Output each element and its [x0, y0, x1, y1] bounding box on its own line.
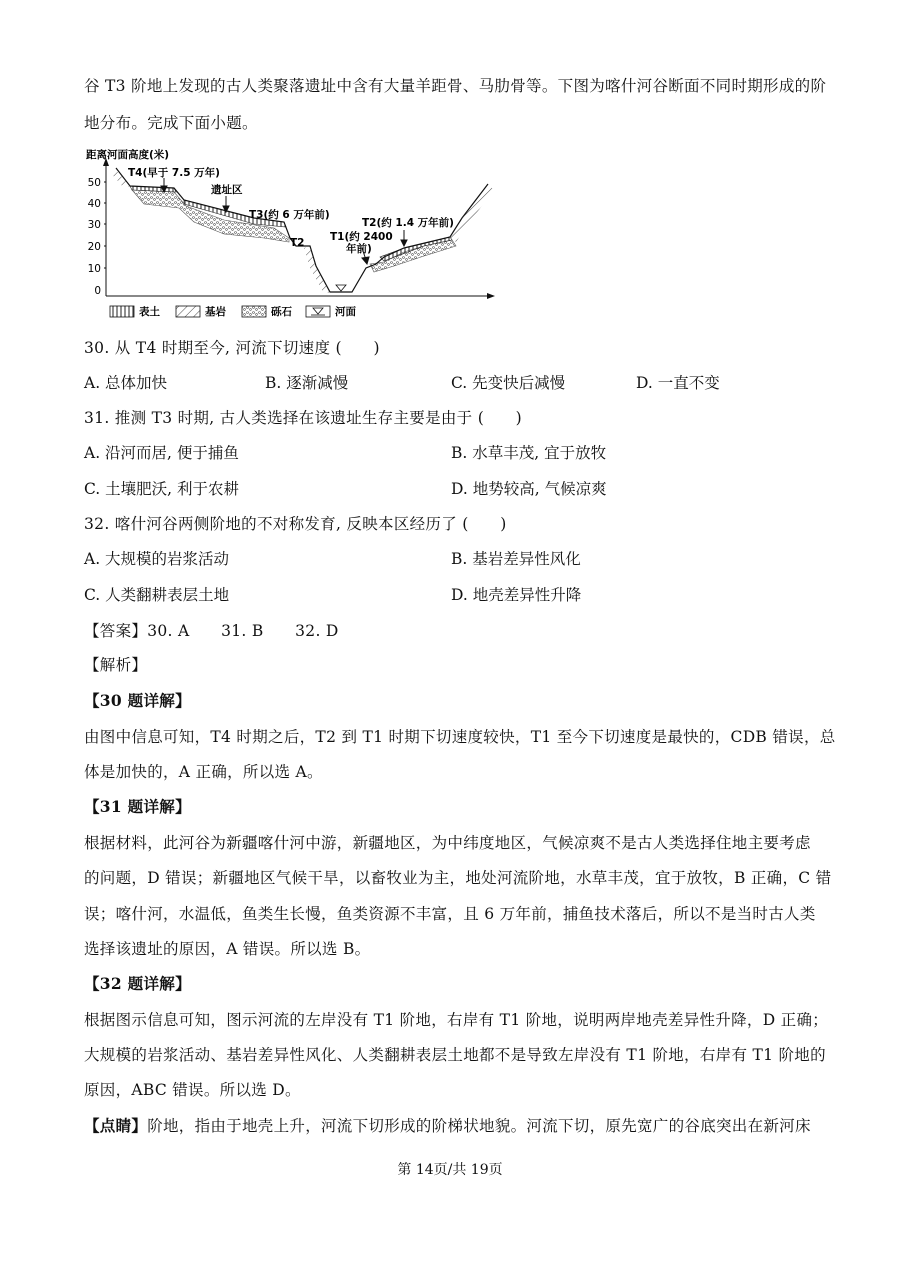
ground-profile [116, 168, 488, 292]
label-t1-line2: 年前) [346, 243, 372, 255]
label-t2-left: T2 [290, 237, 305, 249]
detail-31-heading: 【31 题详解】 [84, 797, 191, 816]
question-30-stem: 30. 从 T4 时期至今, 河流下切速度 ( ) [84, 339, 380, 357]
label-t2-right: T2(约 1.4 万年前) [362, 217, 454, 229]
question-31-stem: 31. 推测 T3 时期, 古人类选择在该遗址生存主要是由于 ( ) [84, 409, 523, 427]
q32-option-b: B. 基岩差异性风化 [451, 550, 581, 568]
tip-text: 阶地，指由于地壳上升，河流下切形成的阶梯状地貌。河流下切，原先宽广的谷底突出在新河床 [147, 1117, 811, 1135]
y-ticks [88, 177, 106, 297]
legend-topsoil: 表土 [139, 306, 160, 318]
y-tick-30: 30 [87, 219, 101, 231]
y-tick-0: 0 [94, 285, 101, 297]
detail-32-line-1: 根据图示信息可知，图示河流的左岸没有 T1 阶地，右岸有 T1 阶地，说明两岸地壳差异性升降，D 正确； [84, 1011, 829, 1029]
question-32-stem: 32. 喀什河谷两侧阶地的不对称发育, 反映本区经历了 ( ) [84, 515, 507, 533]
q32-option-c: C. 人类翻耕表层土地 [84, 586, 230, 604]
q30-option-b: B. 逐渐减慢 [265, 374, 349, 392]
analysis-label: 【解析】 [84, 656, 148, 674]
answer-line: 【答案】30. A 31. B 32. D [84, 622, 339, 640]
label-t4: T4(早于 7.5 万年) [128, 167, 220, 179]
y-tick-40: 40 [87, 198, 101, 210]
legend-gravel: 砾石 [271, 306, 292, 318]
q30-option-d: D. 一直不变 [636, 374, 720, 392]
detail-31-line-2: 的问题，D 错误；新疆地区气候干旱，以畜牧业为主，地处河流阶地，水草丰茂，宜于放牧，B 正确，C 错 [84, 869, 832, 887]
y-tick-50: 50 [87, 177, 101, 189]
q31-option-c: C. 土壤肥沃, 利于农耕 [84, 480, 240, 498]
q32-option-d: D. 地壳差异性升降 [451, 586, 582, 604]
y-tick-20: 20 [87, 241, 101, 253]
q31-option-d: D. 地势较高, 气候凉爽 [451, 480, 607, 498]
tip-paragraph [84, 1116, 822, 1136]
detail-32-heading: 【32 题详解】 [84, 974, 191, 993]
legend-bedrock: 基岩 [205, 306, 226, 318]
legend [110, 305, 356, 318]
detail-32-line-3: 原因，ABC 错误。所以选 D。 [84, 1081, 301, 1099]
y-tick-10: 10 [87, 263, 101, 275]
q31-option-a: A. 沿河而居, 便于捕鱼 [84, 444, 239, 462]
label-t3: T3(约 6 万年前) [249, 209, 330, 221]
q30-option-a: A. 总体加快 [84, 374, 168, 392]
page-footer: 第 14页/共 19页 [397, 1162, 503, 1178]
q31-option-b: B. 水草丰茂, 宜于放牧 [451, 444, 607, 462]
detail-30-line-1: 由图中信息可知，T4 时期之后，T2 到 T1 时期下切速度较快，T1 至今下切速度是最快的，CDB 错误，总 [84, 728, 836, 746]
detail-31-line-3: 误；喀什河，水温低，鱼类生长慢，鱼类资源不丰富，且 6 万年前，捕鱼技术落后，所以不是当时古人类 [84, 905, 816, 923]
bedrock-slopes [110, 168, 494, 294]
gravel-layers [132, 190, 456, 272]
intro-line-2: 地分布。完成下面小题。 [84, 114, 258, 132]
intro-line-1: 谷 T3 阶地上发现的古人类聚落遗址中含有大量羊距骨、马肋骨等。下图为喀什河谷断面不同时期形成的阶 [84, 77, 827, 95]
detail-31-line-1: 根据材料，此河谷为新疆喀什河中游，新疆地区，为中纬度地区，气候凉爽不是古人类选择住地主要考虑 [84, 834, 811, 852]
tip-label: 【点睛】 [84, 1116, 148, 1135]
detail-30-line-2: 体是加快的，A 正确，所以选 A。 [84, 763, 323, 781]
valley-cross-section-figure [84, 146, 504, 326]
river-surface [330, 285, 352, 292]
label-t1-line1: T1(约 2400 [330, 231, 393, 243]
label-site: 遗址区 [211, 184, 243, 196]
detail-30-heading: 【30 题详解】 [84, 691, 191, 710]
legend-river-surface: 河面 [335, 306, 356, 318]
detail-31-line-4: 选择该遗址的原因，A 错误。所以选 B。 [84, 940, 371, 958]
y-axis-title: 距离河面高度(米) [86, 149, 170, 161]
detail-32-line-2: 大规模的岩浆活动、基岩差异性风化、人类翻耕表层土地都不是导致左岸没有 T1 阶地，右岸有 T1 阶地的 [84, 1046, 826, 1064]
q32-option-a: A. 大规模的岩浆活动 [84, 550, 230, 568]
q30-option-c: C. 先变快后减慢 [451, 374, 566, 392]
